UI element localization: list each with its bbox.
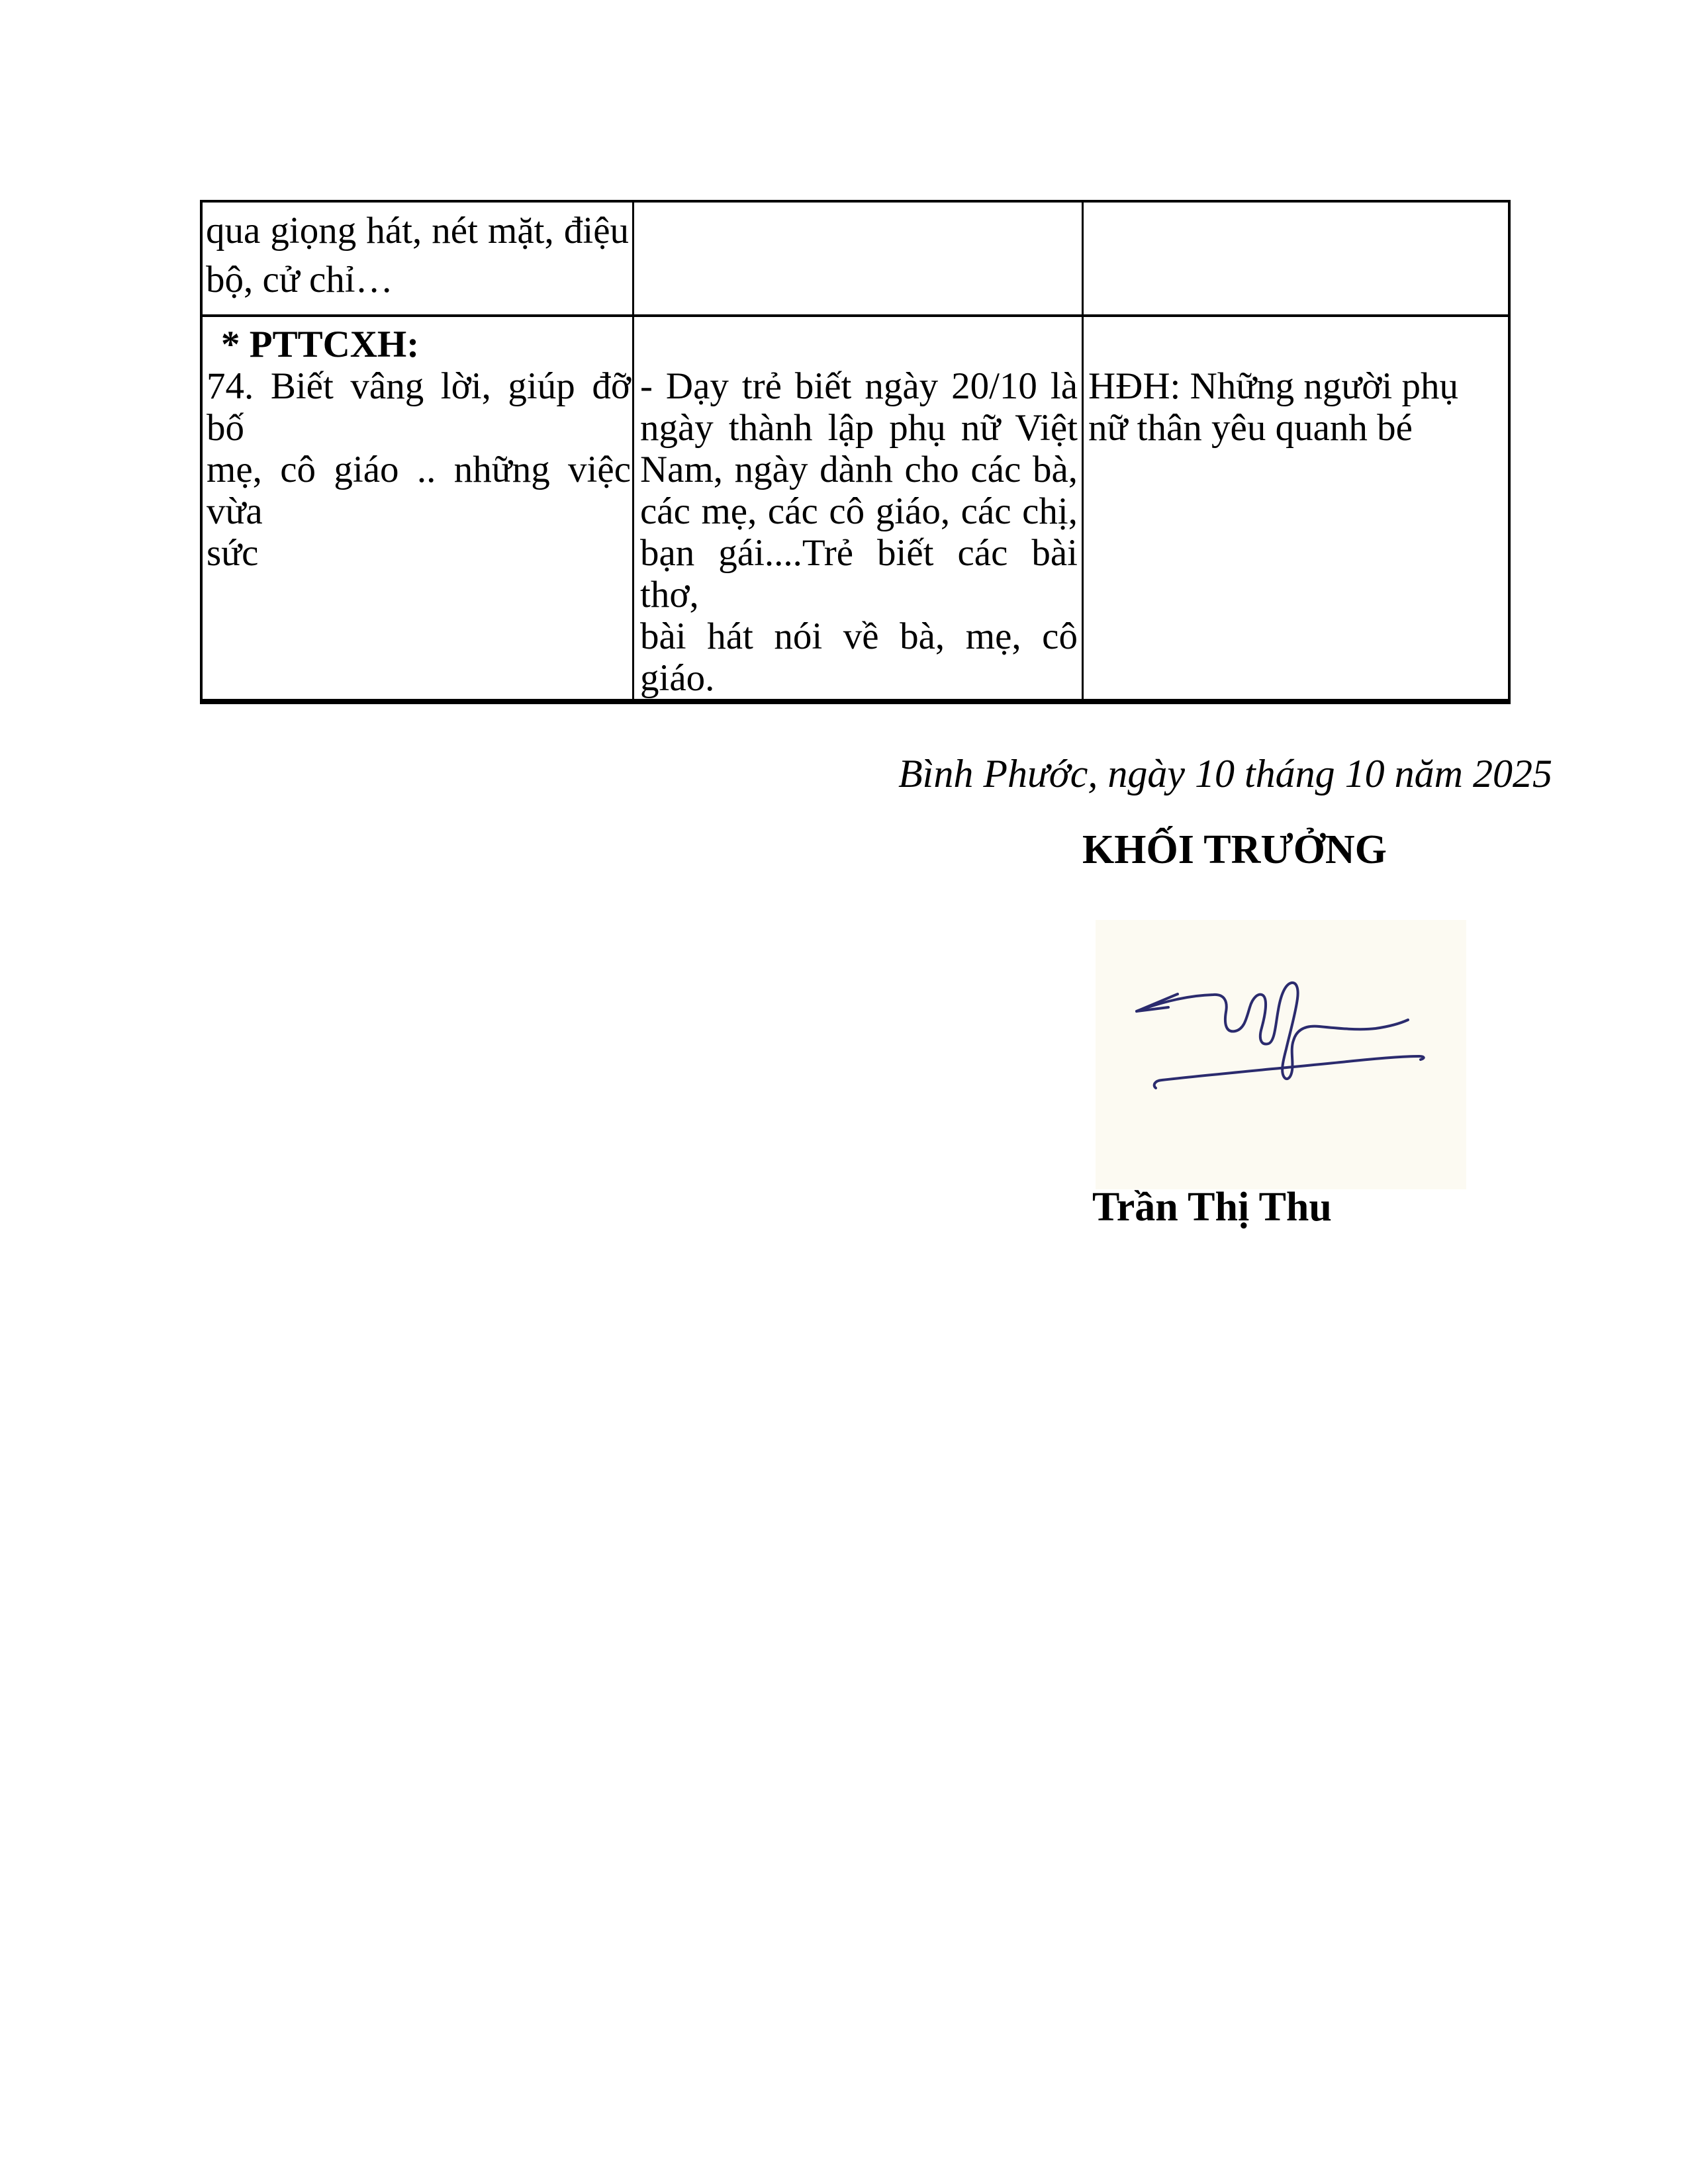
table-cell-goals xyxy=(203,203,634,314)
signature-image xyxy=(1096,920,1466,1189)
table-cell-empty xyxy=(634,203,1084,314)
table-cell-goals xyxy=(203,317,634,699)
text-line: 74. Biết vâng lời, giúp đỡ bố xyxy=(207,365,631,449)
table-cell-empty xyxy=(1084,203,1508,314)
table-row xyxy=(203,317,1508,699)
signature-arrow-flourish xyxy=(1137,994,1178,1011)
text-line: mẹ, cô giáo .. những việc vừa xyxy=(207,449,631,532)
signature-strokes xyxy=(1096,920,1466,1189)
text-line: Nam, ngày dành cho các bà, xyxy=(640,449,1078,490)
signature-underline-stroke xyxy=(1154,1056,1424,1088)
text-line: bạn gái....Trẻ biết các bài thơ, xyxy=(640,532,1078,615)
text-line: qua giọng hát, nét mặt, điệu xyxy=(206,210,629,251)
table-cell-content xyxy=(634,317,1084,699)
text-line: HĐH: Những người phụ xyxy=(1088,365,1459,407)
text-line: các mẹ, các cô giáo, các chị, xyxy=(640,490,1078,532)
text-line: bộ, cử chỉ… xyxy=(206,259,393,300)
cell-section-header: * PTTCXH: xyxy=(221,324,420,365)
signature-main-stroke xyxy=(1137,983,1408,1079)
cell-text xyxy=(207,365,631,574)
signer-title: KHỐI TRƯỞNG xyxy=(1082,827,1387,872)
text-line: ngày thành lập phụ nữ Việt xyxy=(640,407,1078,449)
signer-name: Trần Thị Thu xyxy=(1092,1185,1332,1230)
text-line: bài hát nói về bà, mẹ, cô giáo. xyxy=(640,615,1078,699)
text-line: sức xyxy=(207,532,259,574)
text-line: nữ thân yêu quanh bé xyxy=(1088,407,1413,449)
lesson-plan-table xyxy=(200,200,1511,704)
text-line: - Dạy trẻ biết ngày 20/10 là xyxy=(640,365,1078,407)
table-cell-activity xyxy=(1084,317,1508,699)
place-date-line: Bình Phước, ngày 10 tháng 10 năm 2025 xyxy=(898,752,1552,796)
table-row xyxy=(203,203,1508,317)
